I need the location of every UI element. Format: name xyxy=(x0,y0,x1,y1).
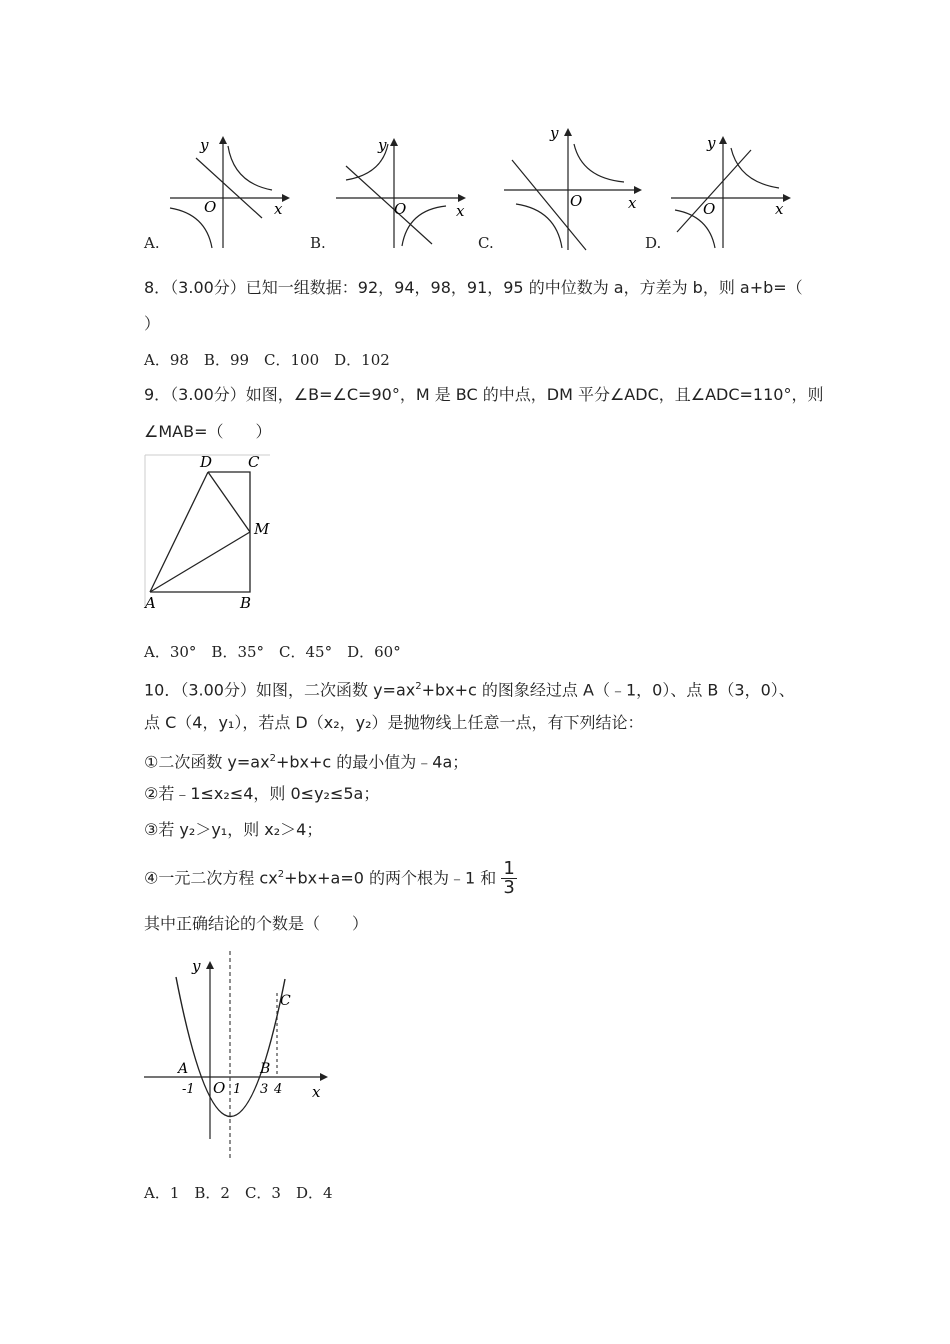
q10-c4-b: +bx+a=0 的两个根为﹣1 和 xyxy=(284,868,497,888)
q10-stem-line1-b: +bx+c 的图象经过点 A（﹣1，0）、点 B（3，0）、 xyxy=(421,680,795,700)
q9-options: A．30° B．35° C．45° D．60° xyxy=(144,643,401,661)
q10-graph-tick-1: 1 xyxy=(233,1082,242,1097)
q7-graph-c xyxy=(478,122,643,258)
q10-question: 其中正确结论的个数是（ ） xyxy=(144,914,369,933)
q10-stem-line1 xyxy=(144,677,795,700)
q10-conclusion-2: ②若﹣1≤x₂≤4，则 0≤y₂≤5a； xyxy=(144,784,380,803)
q7-c-x-label: x xyxy=(628,194,637,212)
q7-option-c-letter: C. xyxy=(478,234,494,252)
q10-conclusion-4 xyxy=(144,855,517,898)
q9-stem-line1: 9．（3.00分）如图，∠B=∠C=90°，M 是 BC 的中点，DM 平分∠ADC，且∠ADC=110°，则 xyxy=(144,385,824,404)
q7-d-origin: O xyxy=(703,200,716,218)
q10-parabola-graph xyxy=(140,945,340,1165)
q9-label-b: B xyxy=(240,594,252,612)
q9-label-c: C xyxy=(248,453,260,471)
q10-graph-origin: O xyxy=(213,1079,226,1097)
q10-graph-y-label: y xyxy=(192,957,201,975)
q10-graph-point-c: C xyxy=(280,993,291,1009)
q10-c1-a: ①二次函数 y=ax xyxy=(144,752,270,772)
q10-c4-sup: 2 xyxy=(277,869,285,880)
q7-a-y-label: y xyxy=(200,136,209,154)
q7-graph-d xyxy=(645,128,795,258)
q10-stem-line2: 点 C（4，y₁），若点 D（x₂，y₂）是抛物线上任意一点，有下列结论： xyxy=(144,713,644,732)
q10-conclusion-3: ③若 y₂＞y₁，则 x₂＞4； xyxy=(144,820,323,839)
q8-stem-line2: ） xyxy=(144,314,161,333)
q7-d-y-label: y xyxy=(707,134,716,152)
q7-c-origin: O xyxy=(570,192,583,210)
q10-stem-line1-a: 10．（3.00分）如图，二次函数 y=ax xyxy=(144,680,416,700)
q10-graph-tick-3: 3 xyxy=(260,1082,269,1097)
q10-conclusion-1 xyxy=(144,749,468,772)
q9-stem-line2: ∠MAB=（ ） xyxy=(144,422,272,441)
q7-option-a xyxy=(144,128,294,258)
q10-c4-a: ④一元二次方程 cx xyxy=(144,868,278,888)
q10-stem-line1-sup: 2 xyxy=(415,681,422,692)
q10-c4-denominator: 3 xyxy=(503,877,515,899)
q7-b-origin: O xyxy=(394,200,407,218)
q10-c4-fraction xyxy=(501,860,516,897)
q7-option-d xyxy=(645,128,795,258)
q9-label-d: D xyxy=(200,453,213,471)
q8-stem-line1: 8．（3.00分）已知一组数据：92，94，98，91，95 的中位数为 a，方差为 b，则 a+b=（ xyxy=(144,278,803,297)
q7-d-x-label: x xyxy=(775,200,784,218)
q7-graph-a xyxy=(144,128,294,258)
q7-a-origin: O xyxy=(204,198,217,216)
q7-c-y-label: y xyxy=(550,124,559,142)
q7-option-b-letter: B. xyxy=(310,234,326,252)
q10-c4-numerator: 1 xyxy=(503,858,515,880)
q10-graph-tick-m1: -1 xyxy=(182,1082,195,1097)
q10-c1-b: +bx+c 的最小值为﹣4a； xyxy=(275,752,469,772)
q9-label-a: A xyxy=(145,594,156,612)
q10-graph-x-label: x xyxy=(312,1083,321,1101)
q10-options: A．1 B．2 C．3 D．4 xyxy=(144,1184,333,1202)
q7-option-c xyxy=(478,122,643,258)
q7-b-x-label: x xyxy=(456,202,465,220)
q7-option-a-letter: A. xyxy=(144,234,160,252)
q7-b-y-label: y xyxy=(378,136,387,154)
q9-label-m: M xyxy=(254,520,270,538)
q9-figure xyxy=(140,450,280,612)
q8-options: A．98 B．99 C．100 D．102 xyxy=(144,351,390,369)
q10-graph-point-a: A xyxy=(178,1061,189,1077)
q7-a-x-label: x xyxy=(274,200,283,218)
q7-option-d-letter: D. xyxy=(645,234,662,252)
q10-graph-point-b: B xyxy=(260,1061,271,1077)
q7-graph-b xyxy=(310,128,470,258)
q10-graph-tick-4: 4 xyxy=(274,1082,283,1097)
q10-c1-sup: 2 xyxy=(269,753,276,764)
q7-option-b xyxy=(310,128,470,258)
